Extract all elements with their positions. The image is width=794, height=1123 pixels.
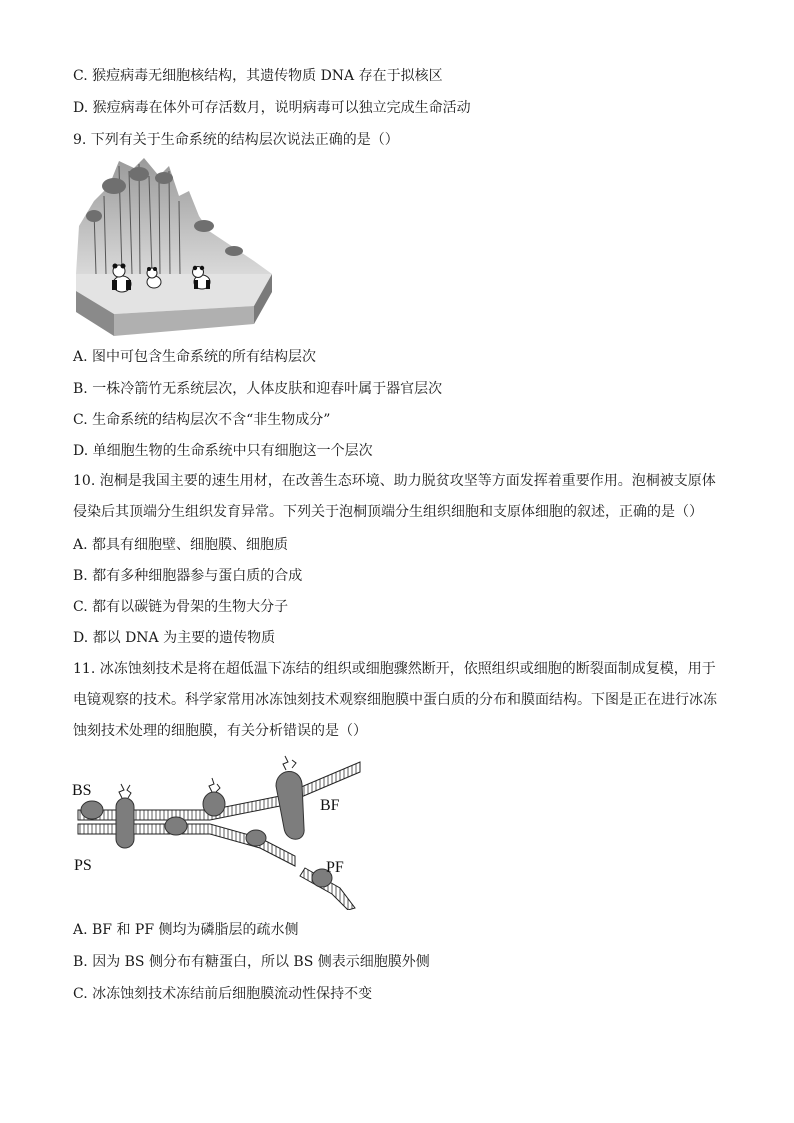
label-bs: BS (72, 782, 92, 799)
q8-option-d: D. 猴痘病毒在体外可存活数月，说明病毒可以独立完成生命活动 (73, 100, 471, 116)
q9-stem: 9. 下列有关于生命系统的结构层次说法正确的是（） (73, 132, 399, 148)
q11-option-a: A. BF 和 PF 侧均为磷脂层的疏水侧 (73, 922, 299, 938)
q9-option-b: B. 一株冷箭竹无系统层次，人体皮肤和迎春叶属于器官层次 (73, 381, 443, 397)
label-pf: PF (326, 859, 344, 876)
q9-option-d: D. 单细胞生物的生命系统中只有细胞这一个层次 (73, 443, 373, 459)
q9-option-c: C. 生命系统的结构层次不含“非生物成分” (73, 412, 331, 428)
freeze-etch-membrane-figure (70, 748, 362, 910)
q8-option-c: C. 猴痘病毒无细胞核结构，其遗传物质 DNA 存在于拟核区 (73, 68, 443, 84)
q11-option-b: B. 因为 BS 侧分布有糖蛋白，所以 BS 侧表示细胞膜外侧 (73, 954, 430, 970)
label-ps: PS (74, 857, 92, 874)
q9-option-a: A. 图中可包含生命系统的所有结构层次 (73, 349, 317, 365)
q10-option-b: B. 都有多种细胞器参与蛋白质的合成 (73, 568, 303, 584)
q10-option-a: A. 都具有细胞壁、细胞膜、细胞质 (73, 537, 289, 553)
q11-option-c: C. 冰冻蚀刻技术冻结前后细胞膜流动性保持不变 (73, 986, 373, 1002)
q10-stem: 10. 泡桐是我国主要的速生用材，在改善生态环境、助力脱贫攻坚等方面发挥着重要作用。泡桐被支原体侵染后其顶端分生组织发育异常。下列关于泡桐顶端分生组织细胞和支原体细胞的叙述，正确的是（） (73, 473, 716, 520)
q10-option-d: D. 都以 DNA 为主要的遗传物质 (73, 630, 276, 646)
q11-stem: 11. 冰冻蚀刻技术是将在超低温下冻结的组织或细胞骤然断开，依照组织或细胞的断裂面制成复模，用于电镜观察的技术。科学家常用冰冻蚀刻技术观察细胞膜中蛋白质的分布和膜面结构。下图是正在进行冰冻蚀刻技术处理的细胞膜，有关分析错误的是（） (73, 661, 717, 739)
label-bf: BF (320, 797, 340, 814)
panda-habitat-figure (74, 156, 274, 338)
q10-option-c: C. 都有以碳链为骨架的生物大分子 (73, 599, 289, 615)
